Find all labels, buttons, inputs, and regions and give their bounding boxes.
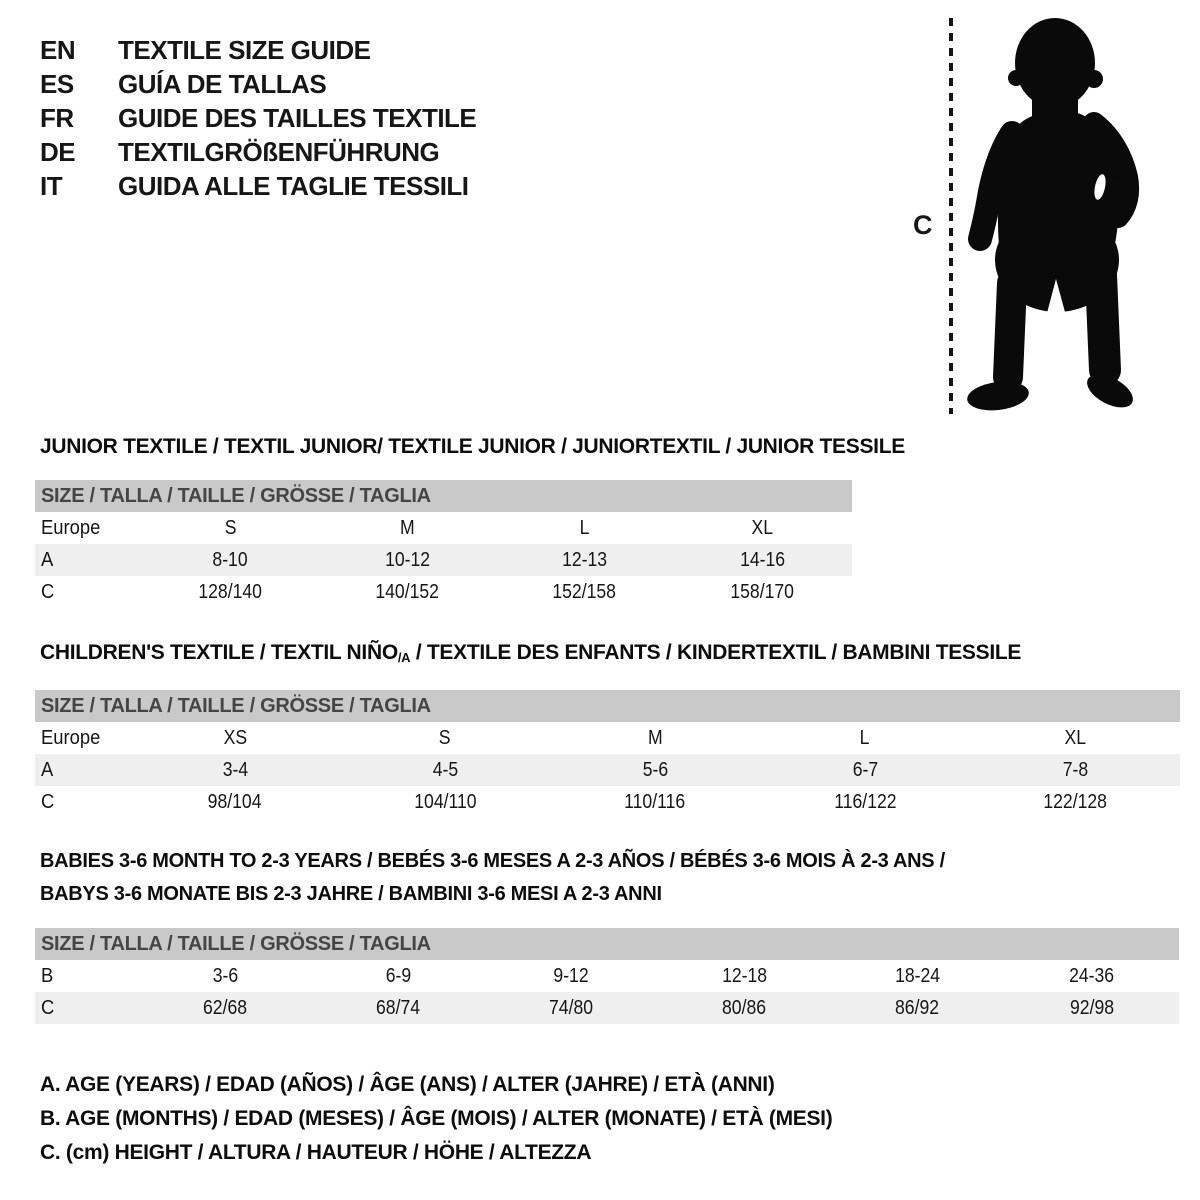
table-row: [35, 544, 852, 576]
value-cell: [312, 992, 485, 1024]
language-row: [40, 101, 476, 135]
size-header-label: SIZE / TALLA / TAILLE / GRÖSSE / TAGLIA: [41, 932, 431, 955]
language-row: [40, 67, 476, 101]
row-label-cell: [35, 992, 139, 1024]
children-section-title: [40, 641, 1021, 669]
value-cell: [340, 722, 550, 754]
row-label: B: [41, 964, 54, 987]
row-label-cell: [35, 576, 142, 608]
table-row: [35, 992, 1179, 1024]
size-value: L: [579, 516, 590, 539]
age-value: 8-10: [212, 548, 249, 571]
row-label: Europe: [41, 726, 101, 749]
age-value: 7-8: [1062, 758, 1088, 781]
age-value: 14-16: [739, 548, 786, 571]
height-value: 74/80: [549, 996, 594, 1019]
row-label: C: [41, 790, 55, 813]
height-value: 122/128: [1043, 790, 1107, 813]
table-row: [35, 722, 1180, 754]
value-cell: [319, 576, 496, 608]
language-row: [40, 169, 476, 203]
size-value: M: [400, 516, 415, 539]
value-cell: [312, 960, 485, 992]
value-cell: [970, 754, 1180, 786]
children-title-post: / TEXTILE DES ENFANTS / KINDERTEXTIL / BAMBINI TESSILE: [410, 641, 1022, 664]
value-cell: [496, 544, 673, 576]
age-value: 6-9: [385, 964, 412, 987]
value-cell: [658, 960, 831, 992]
value-cell: [673, 576, 852, 608]
language-title: GUIDE DES TAILLES TEXTILE: [118, 102, 477, 133]
value-cell: [550, 754, 760, 786]
height-value: 68/74: [376, 996, 421, 1019]
value-cell: [139, 992, 312, 1024]
language-code: EN: [40, 34, 76, 65]
babies-section-title: [40, 845, 945, 911]
height-value: 140/152: [375, 580, 440, 603]
height-value: 128/140: [198, 580, 263, 603]
age-value: 3-4: [222, 758, 248, 781]
value-cell: [760, 786, 970, 818]
table-header-row: [35, 690, 1180, 722]
language-code: IT: [40, 170, 63, 201]
table-row: [35, 576, 852, 608]
size-header-bar: [35, 928, 1179, 960]
size-value: XL: [751, 516, 774, 539]
value-cell: [485, 960, 658, 992]
size-header-bar: [35, 480, 852, 512]
height-value: 86/92: [895, 996, 940, 1019]
value-cell: [130, 786, 340, 818]
row-label: C: [41, 580, 55, 603]
value-cell: [485, 992, 658, 1024]
value-cell: [1004, 992, 1179, 1024]
age-value: 5-6: [642, 758, 668, 781]
value-cell: [130, 754, 340, 786]
language-title: TEXTILE SIZE GUIDE: [118, 34, 371, 65]
height-value: 116/122: [833, 790, 897, 813]
value-cell: [970, 722, 1180, 754]
value-cell: [139, 960, 312, 992]
age-value: 9-12: [553, 964, 590, 987]
value-cell: [550, 786, 760, 818]
value-cell: [319, 544, 496, 576]
row-label: A: [41, 548, 54, 571]
size-value: L: [860, 726, 870, 749]
value-cell: [496, 512, 673, 544]
figure-measure-label: C: [913, 210, 932, 240]
value-cell: [340, 754, 550, 786]
legend-line-a: A. AGE (YEARS) / EDAD (AÑOS) / ÂGE (ANS) / ALTER (JAHRE) / ETÀ (ANNI): [40, 1073, 775, 1096]
age-value: 24-36: [1069, 964, 1115, 987]
value-cell: [673, 512, 852, 544]
language-code: DE: [40, 136, 76, 167]
age-value: 3-6: [212, 964, 239, 987]
height-value: 104/110: [413, 790, 477, 813]
table-row: [35, 512, 852, 544]
language-code: FR: [40, 102, 74, 133]
age-value: 6-7: [852, 758, 878, 781]
size-value: S: [224, 516, 237, 539]
height-dashed-line: [949, 18, 953, 414]
children-title-pre: CHILDREN'S TEXTILE / TEXTIL NIÑO: [40, 641, 398, 664]
size-header-label: SIZE / TALLA / TAILLE / GRÖSSE / TAGLIA: [41, 484, 431, 507]
row-label: Europe: [41, 516, 101, 539]
language-row: [40, 135, 476, 169]
age-value: 18-24: [894, 964, 941, 987]
children-size-table: [35, 690, 1180, 818]
value-cell: [340, 786, 550, 818]
value-cell: [673, 544, 852, 576]
junior-size-table: [35, 480, 852, 608]
size-value: S: [439, 726, 451, 749]
babies-title-line1: BABIES 3-6 MONTH TO 2-3 YEARS / BEBÉS 3-6 MESES A 2-3 AÑOS / BÉBÉS 3-6 MOIS À 2-3 ANS /: [40, 850, 945, 872]
language-code: ES: [40, 68, 74, 99]
table-header-row: [35, 928, 1179, 960]
language-title: GUIDA ALLE TAGLIE TESSILI: [118, 170, 469, 201]
row-label-cell: [35, 960, 139, 992]
language-title: TEXTILGRÖßENFÜHRUNG: [118, 136, 440, 167]
value-cell: [142, 512, 319, 544]
height-value: 80/86: [722, 996, 767, 1019]
babies-size-table: [35, 928, 1179, 1024]
height-value: 98/104: [208, 790, 262, 813]
junior-section-title: JUNIOR TEXTILE / TEXTIL JUNIOR/ TEXTILE JUNIOR / JUNIORTEXTIL / JUNIOR TESSILE: [40, 435, 905, 458]
language-list: [40, 33, 476, 203]
babies-title-line2: BABYS 3-6 MONATE BIS 2-3 JAHRE / BAMBINI 3-6 MESI A 2-3 ANNI: [40, 883, 662, 905]
size-value: XL: [1064, 726, 1086, 749]
table-row: [35, 960, 1179, 992]
baby-silhouette-icon: [960, 15, 1140, 415]
height-value: 92/98: [1069, 996, 1114, 1019]
height-value: 158/170: [730, 580, 795, 603]
row-label: A: [41, 758, 54, 781]
size-header-label: SIZE / TALLA / TAILLE / GRÖSSE / TAGLIA: [41, 694, 431, 717]
table-row: [35, 754, 1180, 786]
row-label-cell: [35, 754, 130, 786]
language-title: GUÍA DE TALLAS: [118, 68, 327, 99]
value-cell: [496, 576, 673, 608]
row-label-cell: [35, 786, 130, 818]
table-header-row: [35, 480, 852, 512]
value-cell: [760, 722, 970, 754]
height-value: 110/116: [624, 790, 686, 813]
legend: [40, 1068, 832, 1170]
size-value: XS: [223, 726, 247, 749]
value-cell: [831, 992, 1004, 1024]
language-row: [40, 33, 476, 67]
table-row: [35, 786, 1180, 818]
age-value: 4-5: [432, 758, 458, 781]
value-cell: [319, 512, 496, 544]
legend-line-b: B. AGE (MONTHS) / EDAD (MESES) / ÂGE (MOIS) / ALTER (MONATE) / ETÀ (MESI): [40, 1107, 833, 1130]
children-title-sub: /A: [397, 649, 411, 665]
age-value: 10-12: [384, 548, 431, 571]
value-cell: [970, 786, 1180, 818]
value-cell: [142, 544, 319, 576]
value-cell: [1004, 960, 1179, 992]
value-cell: [760, 754, 970, 786]
value-cell: [658, 992, 831, 1024]
legend-line-c: C. (cm) HEIGHT / ALTURA / HAUTEUR / HÖHE / ALTEZZA: [40, 1141, 592, 1164]
age-value: 12-13: [561, 548, 608, 571]
value-cell: [550, 722, 760, 754]
age-value: 12-18: [721, 964, 768, 987]
row-label-cell: [35, 544, 142, 576]
height-value: 152/158: [552, 580, 617, 603]
value-cell: [130, 722, 340, 754]
row-label: C: [41, 996, 55, 1019]
value-cell: [831, 960, 1004, 992]
value-cell: [142, 576, 319, 608]
size-value: M: [647, 726, 663, 749]
row-label-cell: [35, 722, 130, 754]
size-header-bar: [35, 690, 1180, 722]
row-label-cell: [35, 512, 142, 544]
height-value: 62/68: [203, 996, 248, 1019]
